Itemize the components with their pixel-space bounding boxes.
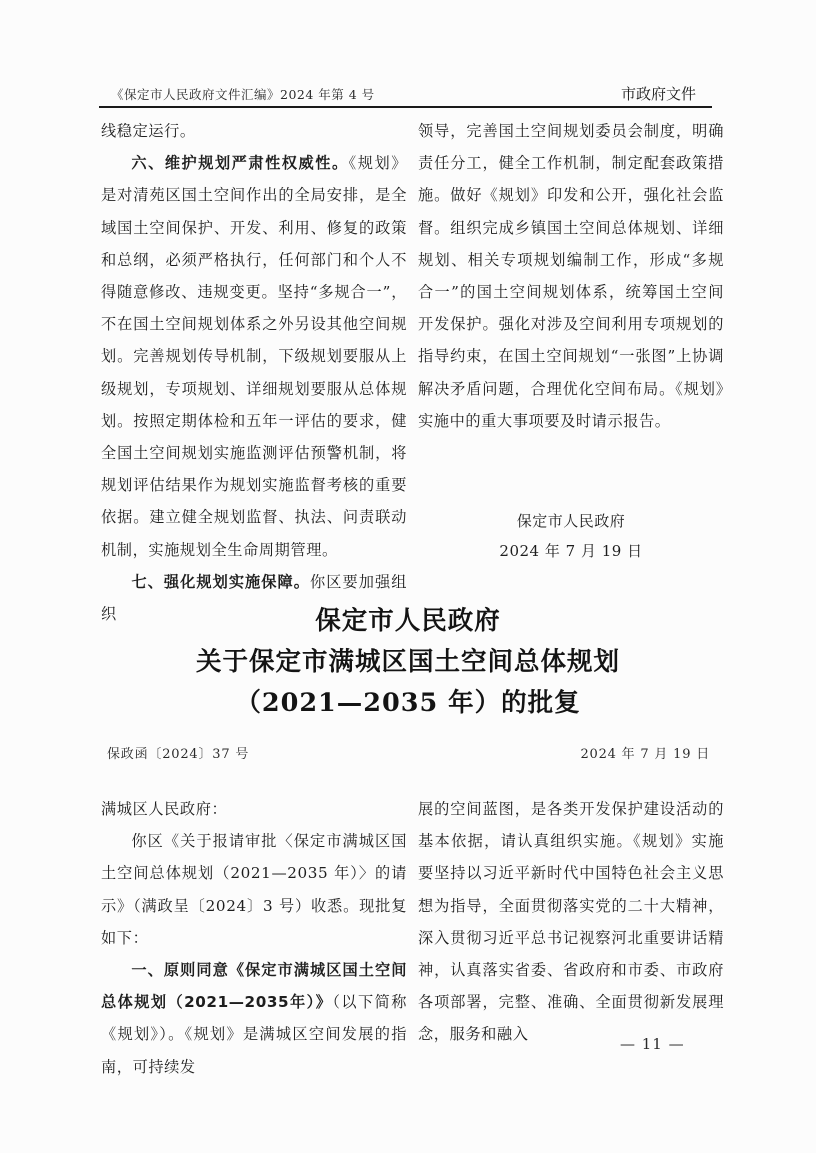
new-doc-left-column <box>101 793 407 1083</box>
publication-title: 《保定市人民政府文件汇编》2024 年第 4 号 <box>111 87 375 102</box>
document-title-line-1: 保定市人民政府 <box>315 606 501 636</box>
signature-date: 2024 年 7 月 19 日 <box>499 542 643 560</box>
section-seven-text: 你区要加强组织 <box>101 572 407 624</box>
previous-doc-right-column <box>418 115 724 437</box>
section-seven-heading: 七、强化规划实施保障。 <box>131 572 311 591</box>
item-one-text: （以下简称《规划》）。《规划》是满城区空间发展的指南，可持续发 <box>101 993 407 1076</box>
running-header <box>99 82 712 108</box>
document-title-line-3: （2021—2035 年）的批复 <box>235 688 581 718</box>
page-number: — 11 — <box>620 1035 685 1053</box>
section-label: 市政府文件 <box>620 85 696 103</box>
section-six-text: 《规划》是对清苑区国土空间作出的全局安排，是全域国土空间保护、开发、利用、修复的政策和总纲，必须严格执行，任何部门和个人不得随意修改、违规变更。坚持“多规合一”，不在国土空间规划体系之外另设其他空间规划。完善规划传导机制，下级规划要服从上级规划，专项规划、详细规划要服从总体规划。按照定期体检和五年一评估的要求，健全国土空间规划实施监测评估预警机制，将规划评估结果作为规划实施监督考核的重要依据。建立健全规划监督、执法、问责联动机制，实施规划全生命周期管理。 <box>101 154 407 559</box>
signature-organization: 保定市人民政府 <box>516 512 626 530</box>
salutation: 满城区人民政府： <box>101 800 228 818</box>
opening-paragraph: 你区《关于报请审批〈保定市满城区国土空间总体规划（2021—2035 年）〉的请示》（满政呈〔2024〕3 号）收悉。现批复如下： <box>101 832 407 947</box>
section-six-heading: 六、维护规划严肃性权威性。 <box>131 154 349 173</box>
previous-doc-left-column <box>101 115 407 630</box>
item-one-heading: 一、原则同意《保定市满城区国土空间总体规划（2021—2035年）》 <box>101 961 407 1012</box>
document-date: 2024 年 7 月 19 日 <box>580 747 710 762</box>
section-six-paragraph <box>101 147 407 566</box>
document-title-line-2: 关于保定市满城区国土空间总体规划 <box>195 647 620 677</box>
section-seven-continued: 领导，完善国土空间规划委员会制度，明确责任分工，健全工作机制，制定配套政策措施。做好《规划》印发和公开，强化社会监督。组织完成乡镇国土空间总体规划、详细规划、相关专项规划编制工作，形成“多规合一”的国土空间规划体系，统筹国土空间开发保护。强化对涉及空间利用专项规划的指导约束，在国土空间规划“一张图”上协调解决矛盾问题，合理优化空间布局。《规划》实施中的重大事项要及时请示报告。 <box>418 122 724 430</box>
item-one-paragraph <box>101 954 407 1083</box>
continued-text: 线稳定运行。 <box>101 122 196 140</box>
new-doc-right-column <box>418 793 724 1051</box>
document-number: 保政函〔2024〕37 号 <box>107 747 250 762</box>
item-one-continued: 展的空间蓝图，是各类开发保护建设活动的基本依据，请认真组织实施。《规划》实施要坚持以习近平新时代中国特色社会主义思想为指导，全面贯彻落实党的二十大精神，深入贯彻习近平总书记视察河北重要讲话精神，认真落实省委、省政府和市委、市政府各项部署，完整、准确、全面贯彻新发展理念，服务和融入 <box>418 800 724 1044</box>
